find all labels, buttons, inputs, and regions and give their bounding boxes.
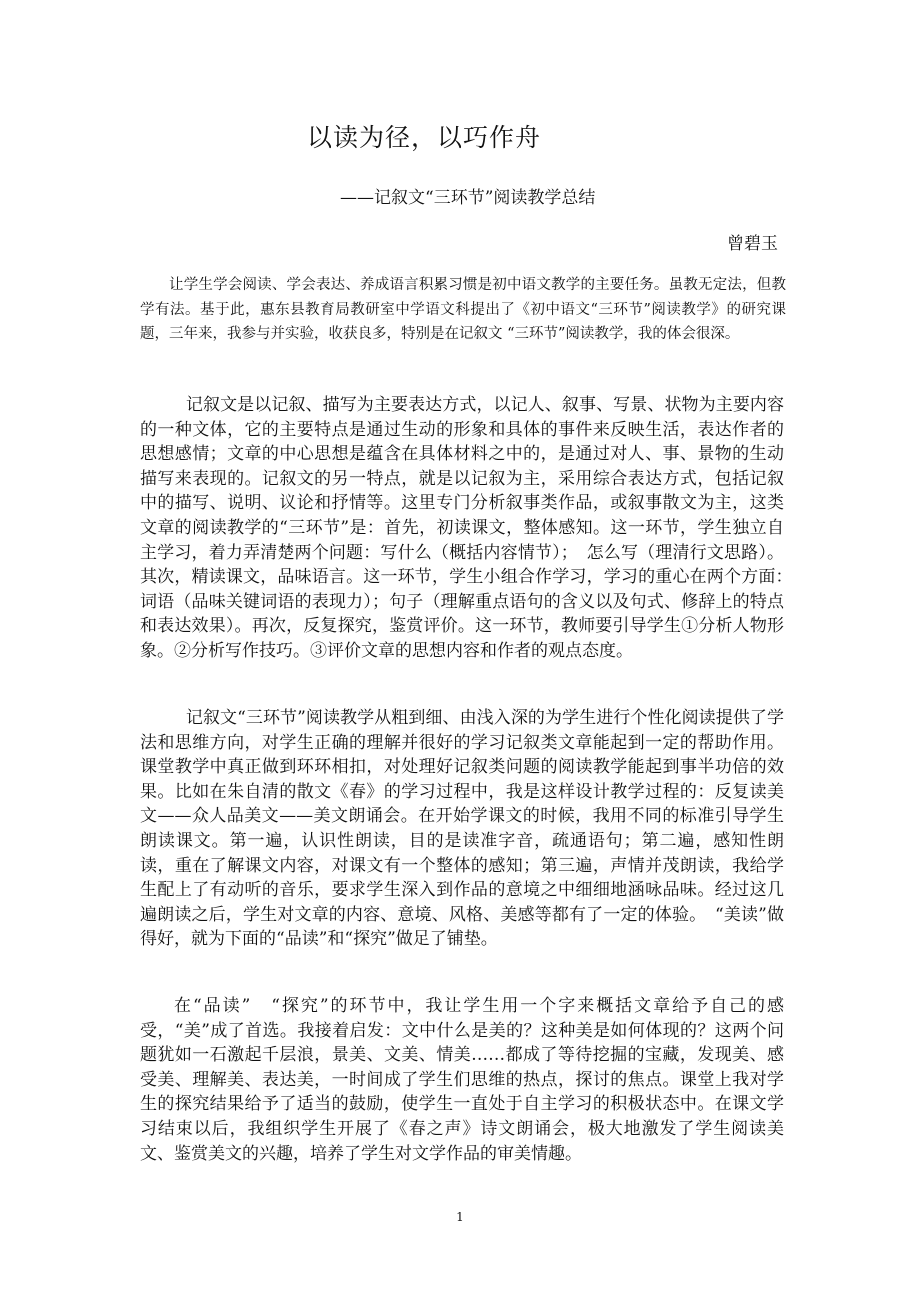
body-paragraph-3: 在“品读” “探究”的环节中，我让学生用一个字来概括文章给予自己的感受，“美”成了首选。我接着启发：文中什么是美的？这种美是如何体现的？这两个问题犹如一石激起千层浪，景美、文美、情美……都成了等待挖掘的宝藏，发现美、感受美、理解美、表达美，一时间成了学生们思维的热点，探讨的焦点。课堂上我对学生的探究结果给予了适当的鼓励，使学生一直处于自主学习的积极状态中。在课文学习结束以后，我组织学生开展了《春之声》诗文朗诵会，极大地激发了学生阅读美文、鉴赏美文的兴趣，培养了学生对文学作品的审美情趣。 [140, 996, 784, 1164]
intro-paragraph: 让学生学会阅读、学会表达、养成语言积累习惯是初中语文教学的主要任务。虽教无定法，但教学有法。基于此，惠东县教育局教研室中学语文科提出了《初中语文“三环节”阅读教学》的研究课题，三年来，我参与并实验，收获良多，特别是在记叙文 “三环节”阅读教学，我的体会很深。 [140, 277, 786, 342]
document-subtitle: ——记叙文“三环节”阅读教学总结 [340, 188, 596, 208]
page-number: 1 [456, 1210, 464, 1224]
author-name: 曾碧玉 [727, 234, 778, 254]
body-paragraph-1: 记叙文是以记叙、描写为主要表达方式，以记人、叙事、写景、状物为主要内容的一种文体，它的主要特点是通过生动的形象和具体的事件来反映生活，表达作者的思想感情；文章的中心思想是蕴含在具体材料之中的，是通过对人、事、景物的生动描写来表现的。记叙文的另一特点，就是以记叙为主，采用综合表达方式，包括记叙中的描写、说明、议论和抒情等。这里专门分析叙事类作品，或叙事散文为主，这类文章的阅读教学的“三环节”是：首先，初读课文，整体感知。这一环节，学生独立自主学习，着力弄清楚两个问题：写什么（概括内容情节）； 怎么写（理清行文思路）。其次，精读课文，品味语言。这一环节，学生小组合作学习，学习的重心在两个方面： 词语（品味关键词语的表现力）；句子（理解重点语句的含义以及句式、修辞上的特点和表达效果）。再次，反复探究，鉴赏评价。这一环节，教师要引导学生①分析人物形象。②分析写作技巧。③评价文章的思想内容和作者的观点态度。 [140, 395, 801, 661]
body-paragraph-2: 记叙文“三环节”阅读教学从粗到细、由浅入深的为学生进行个性化阅读提供了学法和思维方向，对学生正确的理解并很好的学习记叙类文章能起到一定的帮助作用。课堂教学中真正做到环环相扣，对处理好记叙类问题的阅读教学能起到事半功倍的效果。比如在朱自清的散文《春》的学习过程中，我是这样设计教学过程的：反复读美文——众人品美文——美文朗诵会。在开始学课文的时候，我用不同的标准引导学生朗读课文。第一遍，认识性朗读，目的是读准字音，疏通语句；第二遍，感知性朗读，重在了解课文内容，对课文有一个整体的感知；第三遍，声情并茂朗读，我给学生配上了有动听的音乐，要求学生深入到作品的意境之中细细地涵咏品味。经过这几遍朗读之后，学生对文章的内容、意境、风格、美感等都有了一定的体验。 “美读”做得好，就为下面的“品读”和“探究”做足了铺垫。 [140, 708, 784, 950]
document-title: 以读为径，以巧作舟 [306, 123, 541, 152]
